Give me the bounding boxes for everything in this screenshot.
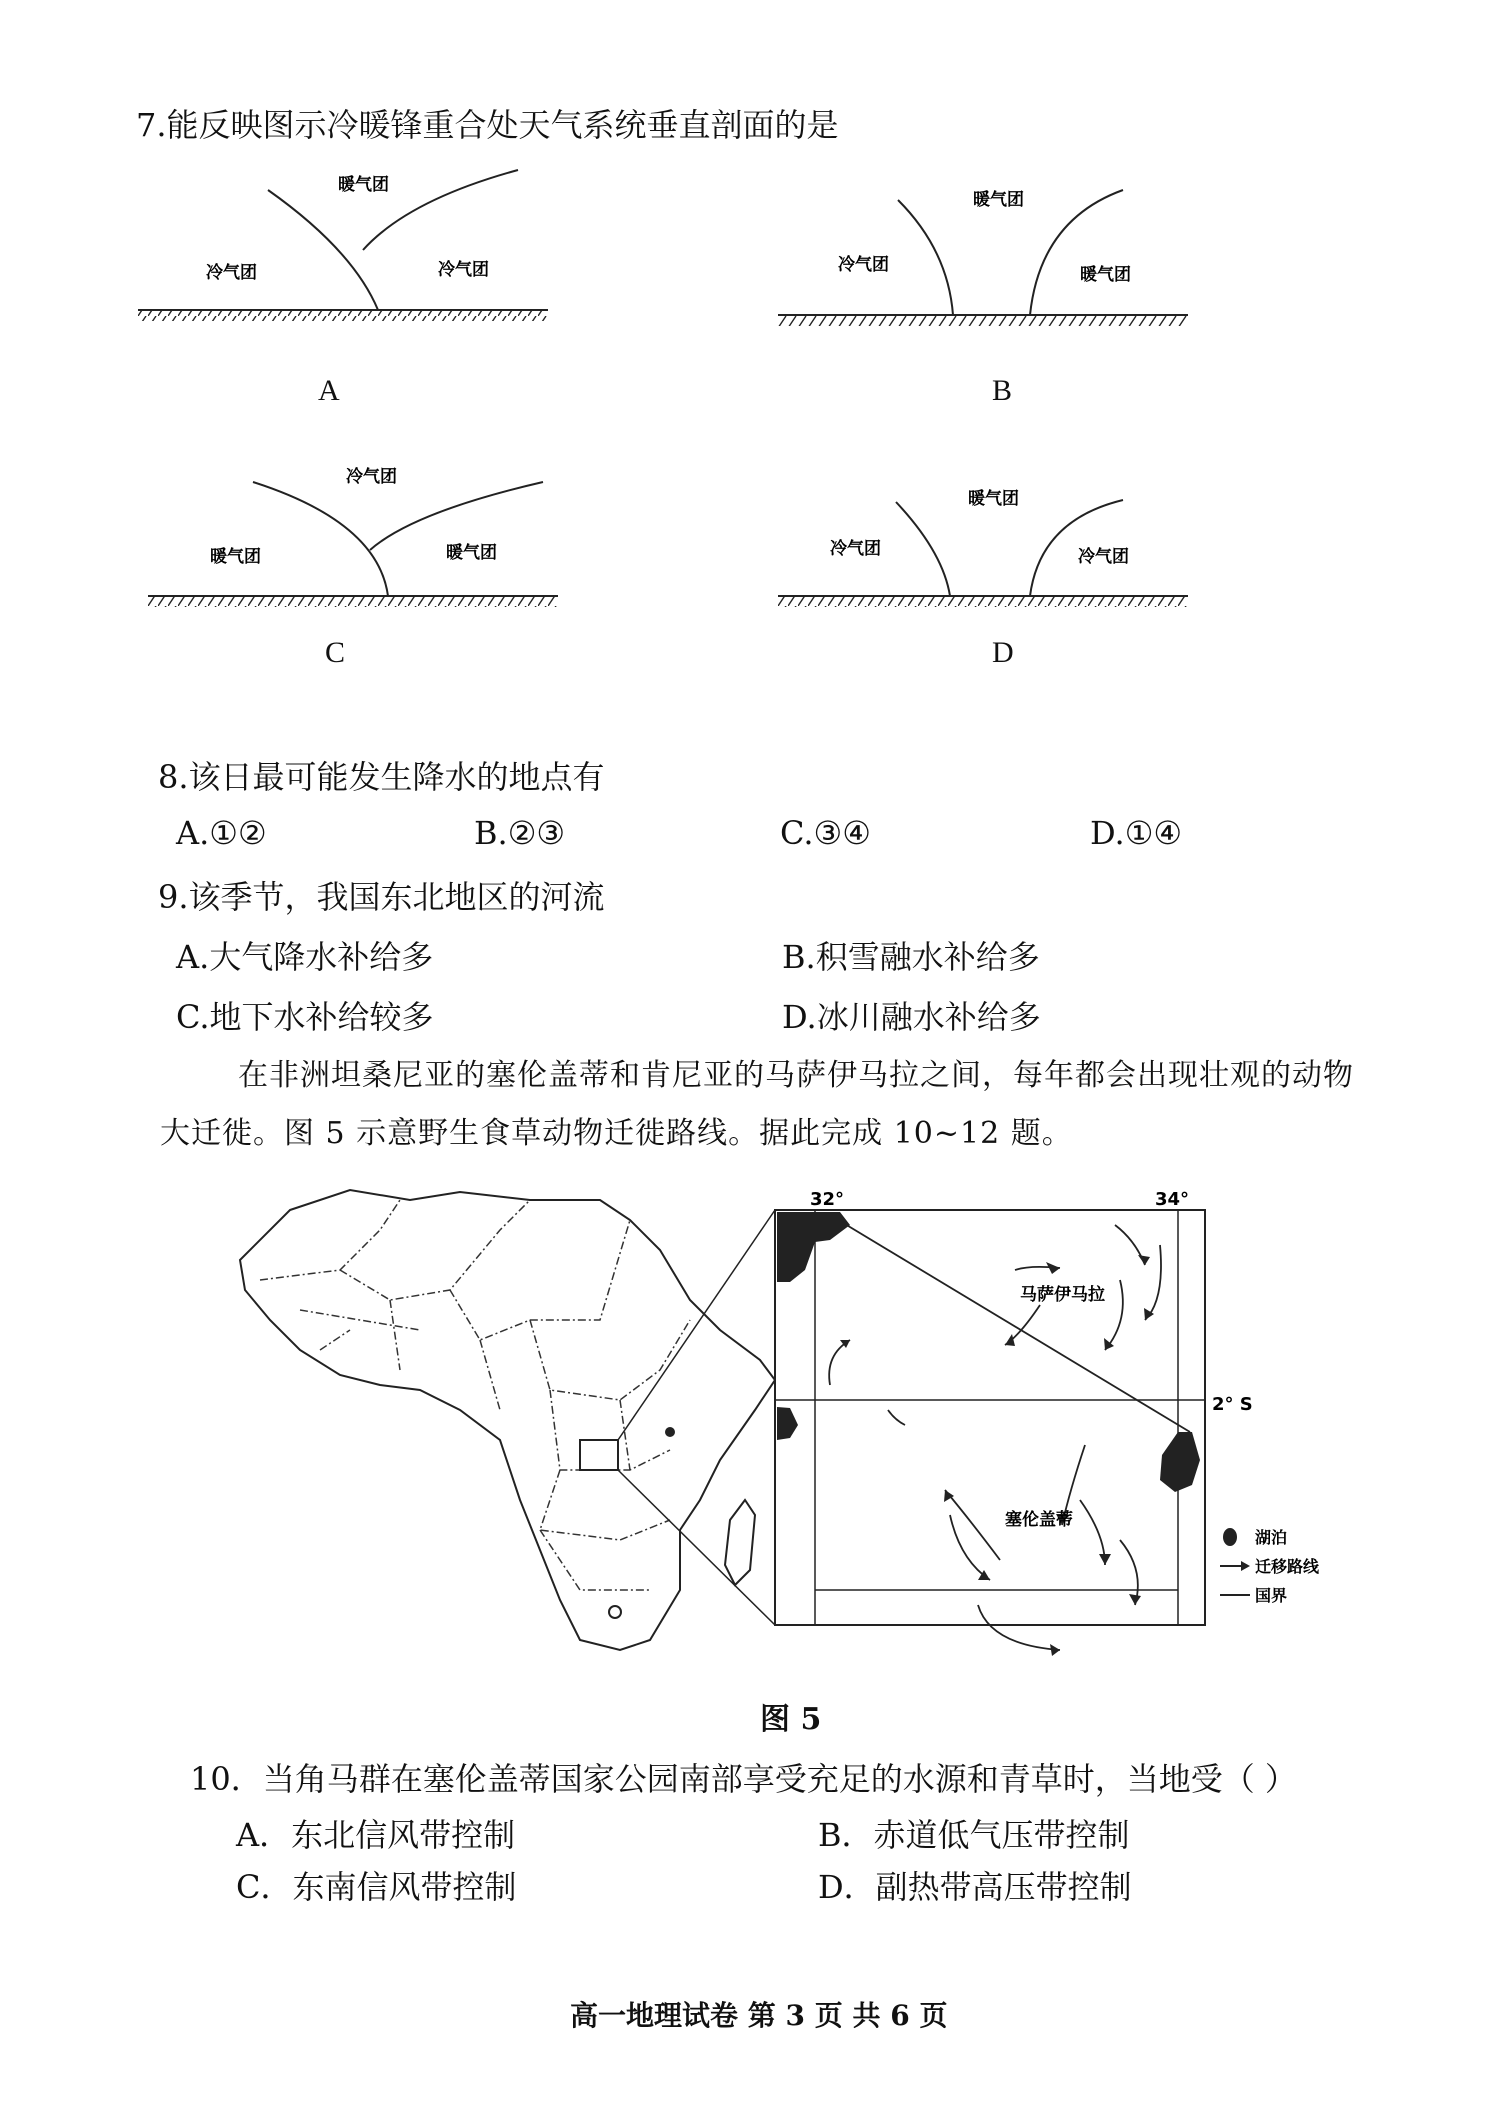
front-line-b2 [1030,190,1123,315]
lake-victoria-small [665,1427,675,1437]
passage-line-1: 在非洲坦桑尼亚的塞伦盖蒂和肯尼亚的马萨伊马拉之间，每年都会出现壮观的动物 [238,1058,1354,1093]
q8-option-a: A.①② [176,814,267,852]
serengeti-label: 塞伦盖蒂 [1005,1510,1073,1530]
front-line-d1 [896,502,950,596]
legend-border-text: 国界 [1255,1586,1288,1605]
q9-option-c: C.地下水补给较多 [176,998,434,1036]
ground-hatch [138,311,548,321]
diagram-b-letter: B [992,374,1013,407]
masai-mara-label: 马萨伊马拉 [1020,1285,1105,1305]
passage-line-2: 大迁徙。图 5 示意野生食草动物迁徙路线。据此完成 10~12 题。 [160,1116,1073,1151]
diagram-c [148,462,568,612]
q10-option-a: A．东北信风带控制 [236,1816,516,1854]
legend-route-text: 迁移路线 [1255,1557,1320,1576]
q10-option-d: D．副热带高压带控制 [818,1868,1132,1906]
ground-hatch [778,316,1188,326]
diagram-d [778,462,1198,612]
diagram-d-letter: D [992,636,1014,669]
figure-5-caption: 图 5 [760,1702,822,1737]
lat-label: 2° S [1212,1394,1253,1415]
diagram-b [778,160,1198,330]
label-right: 暖气团 [1080,265,1131,285]
q10-option-b: B．赤道低气压带控制 [818,1816,1130,1854]
legend-lake-symbol [1223,1528,1237,1546]
label-top: 暖气团 [973,190,1024,210]
front-line-c2 [370,482,543,550]
label-right: 冷气团 [1078,547,1129,567]
front-line-c1 [253,482,388,596]
zoom-frame [775,1210,1205,1625]
madagascar-map [725,1500,755,1585]
q8-option-b: B.②③ [474,814,566,852]
q7-stem: 7.能反映图示冷暖锋重合处天气系统垂直剖面的是 [136,106,839,144]
africa-map [240,1190,775,1650]
front-line-b1 [898,200,953,315]
label-top: 暖气团 [338,175,389,195]
q8-option-d: D.①④ [1090,814,1183,852]
lesotho-outline [609,1606,621,1618]
diagram-a [138,160,558,330]
front-line-a1 [268,190,378,310]
q9-option-b: B.积雪融水补给多 [782,938,1040,976]
diagram-c-letter: C [325,636,346,669]
diagram-a-letter: A [318,374,340,407]
label-top: 冷气团 [346,467,397,487]
q9-option-a: A.大气降水补给多 [176,938,434,976]
q9-stem: 9.该季节，我国东北地区的河流 [158,878,605,916]
lon-left-label: 32° [810,1189,845,1210]
q8-option-c: C.③④ [780,814,871,852]
q10-option-c: C．东南信风带控制 [236,1868,517,1906]
q10-stem: 10．当角马群在塞伦盖蒂国家公园南部享受充足的水源和青草时，当地受（ ） [190,1760,1297,1798]
ground-hatch [778,597,1188,607]
q8-stem: 8.该日最可能发生降水的地点有 [158,758,605,796]
legend-lake-text: 湖泊 [1255,1528,1288,1547]
lon-right-label: 34° [1155,1189,1190,1210]
label-left: 冷气团 [838,255,889,275]
label-top: 暖气团 [968,489,1019,509]
label-right: 暖气团 [446,543,497,563]
q9-option-d: D.冰川融水补给多 [782,998,1041,1036]
label-right: 冷气团 [438,260,489,280]
label-left: 冷气团 [206,263,257,283]
label-left: 暖气团 [210,547,261,567]
page-footer: 高一地理试卷 第 3 页 共 6 页 [570,1999,948,2032]
label-left: 冷气团 [830,539,881,559]
figure-5 [200,1170,1360,1670]
ground-hatch [148,597,558,607]
